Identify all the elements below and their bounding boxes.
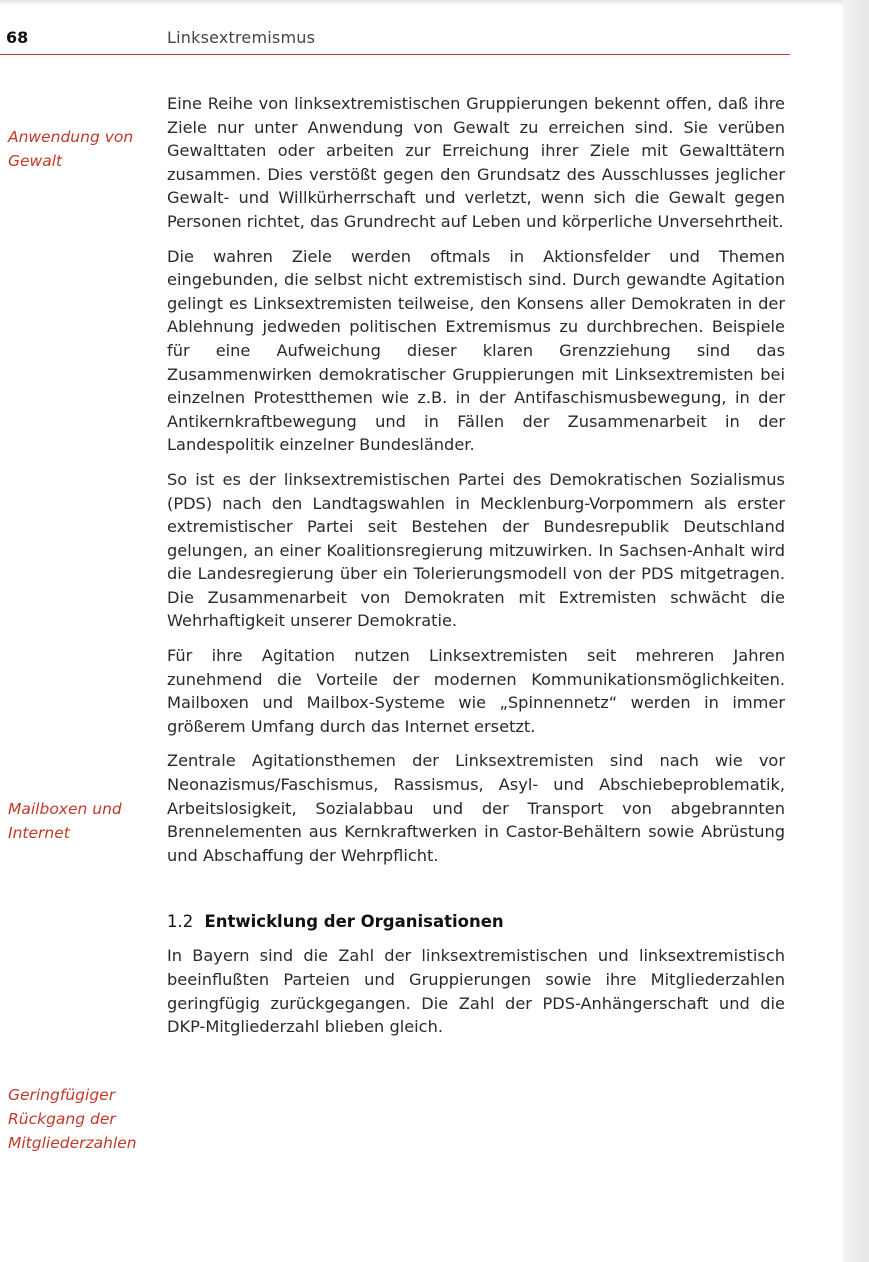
paragraph: Eine Reihe von linksextremistischen Gruppierungen bekennt offen, daß ihre Ziele nur unter Anwendung von Gewalt zu erreichen sind. Sie verüben Gewalttaten oder arbeiten zur Erreichung ihrer Ziele mit Gewalttätern zusammen. Dies verstößt gegen den Grundsatz des Ausschlusses jeglicher Gewalt- und Willkürherrschaft und verletzt, wenn sich die Gewalt gegen Personen richtet, das Grundrecht auf Leben und körperliche Unversehrtheit. <box>167 94 785 231</box>
margin-note-mailboxen: Mailboxen und Internet <box>8 800 122 842</box>
paragraph: So ist es der linksextremistischen Partei des Demokratischen Sozialismus (PDS) nach den Landtagswahlen in Mecklenburg-Vorpommern als erster extremistischer Partei seit Bestehen der Bundesrepublik Deutschland gelungen, an einer Koalitionsregierung mitzuwirken. In Sachsen-Anhalt wird die Landesregierung über ein Tolerierungsmodell von der PDS mitgetragen. Die Zusammenarbeit von Demokraten mit Extremisten schwächt die Wehrhaftigkeit unserer Demokratie. <box>167 469 785 631</box>
section-number: 1.2 <box>167 912 194 932</box>
page-number: 68 <box>6 28 29 47</box>
page-top-edge <box>0 0 869 6</box>
section-heading <box>167 910 785 934</box>
paragraph: Für ihre Agitation nutzen Linksextremisten seit mehreren Jahren zunehmend die Vorteile der modernen Kommunikationsmöglichkeiten. Mailboxen und Mailbox-Systeme wie „Spinnennetz“ werden in immer größerem Umfang durch das Internet ersetzt. <box>167 646 785 736</box>
page-right-edge <box>843 0 869 1262</box>
section-title: Entwicklung der Organisationen <box>204 912 504 932</box>
margin-note-gewalt: Anwendung von Gewalt <box>8 128 134 170</box>
paragraph: Die wahren Ziele werden oftmals in Aktionsfelder und Themen eingebunden, die selbst nicht extremistisch sind. Durch gewandte Agitation gelingt es Linksextremisten teilweise, den Konsens aller Demokraten in der Ablehnung jedweden politischen Extremismus zu durchbrechen. Beispiele für eine Aufweichung dieser klaren Grenzziehung sind das Zusammenwirken demokratischer Gruppierungen mit Linksextremisten bei einzelnen Protestthemen wie z.B. in der Antifaschismusbewegung, in der Antikernkraftbewegung und in Fällen der Zusammenarbeit in der Landespolitik einzelner Bundesländer. <box>167 246 785 455</box>
main-text <box>167 92 785 1050</box>
margin-note-mitgliederzahlen: Geringfügiger Rückgang der Mitgliederzahlen <box>8 1086 137 1152</box>
paragraph: Zentrale Agitationsthemen der Linksextremisten sind nach wie vor Neonazismus/Faschismus, Rassismus, Asyl- und Abschiebeproblematik, Arbeitslosigkeit, Sozialabbau und der Transport von abgebrannten Brennelementen aus Kernkraftwerken in Castor-Behältern sowie Abrüstung und Abschaffung der Wehrpflicht. <box>167 751 785 865</box>
section-paragraph: In Bayern sind die Zahl der linksextremistischen und linksextremistisch beeinflußten Parteien und Gruppierungen sowie ihre Mitgliederzahlen geringfügig zurückgegangen. Die Zahl der PDS-Anhängerschaft und die DKP-Mitgliederzahl blieben gleich. <box>167 946 785 1037</box>
running-title: Linksextremismus <box>167 28 316 47</box>
page-header <box>0 28 790 56</box>
header-rule <box>0 54 790 55</box>
